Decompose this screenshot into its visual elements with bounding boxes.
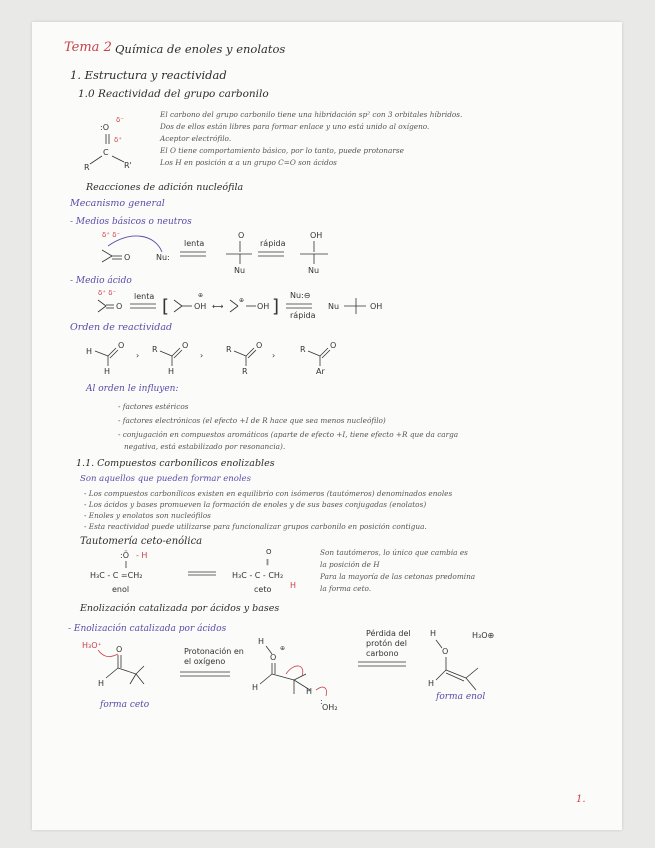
svg-text:OH: OH — [310, 231, 323, 240]
acido-label: - Medio ácido — [70, 276, 132, 286]
svg-text:›: › — [200, 351, 204, 360]
svg-text:R: R — [300, 345, 306, 354]
svg-text:O: O — [270, 653, 277, 662]
svg-text:Nu: Nu — [328, 302, 340, 311]
svg-text:H₃C - C =CH₂: H₃C - C =CH₂ — [90, 571, 143, 580]
section-heading-1: 1. Estructura y reactividad — [70, 68, 227, 82]
taut-note: la forma ceto. — [320, 584, 372, 593]
svg-text:Nu: Nu — [234, 266, 246, 275]
forma-enol-label: forma enol — [436, 692, 486, 702]
perdida-label-3: carbono — [366, 649, 399, 658]
svg-text:[: [ — [162, 296, 170, 317]
note-line: Dos de ellos están libres para formar enlace y uno está unido al oxígeno. — [160, 122, 430, 131]
svg-text:O: O — [118, 341, 125, 350]
svg-text:H: H — [104, 367, 111, 376]
svg-text:rápida: rápida — [290, 311, 316, 320]
factor-item: - conjugación en compuestos aromáticos (aparte de efecto +I, tiene efecto +R que da carga — [118, 430, 459, 439]
ceto-label: ceto — [254, 585, 272, 594]
svg-text:H₃O⊕: H₃O⊕ — [472, 631, 495, 640]
page-title: Química de enoles y enolatos — [115, 42, 286, 56]
svg-text:O: O — [116, 302, 123, 311]
svg-text:R: R — [84, 163, 90, 172]
protonacion-label-2: el oxígeno — [184, 657, 226, 666]
protonacion-label-1: Protonación en — [184, 647, 244, 656]
svg-text:R: R — [242, 367, 248, 376]
page-number: 1. — [576, 794, 586, 805]
svg-text:R: R — [226, 345, 232, 354]
tautomerism-structures — [90, 548, 320, 594]
taut-note: Para la mayoría de las cetonas predomina — [320, 572, 476, 581]
svg-text:⊕: ⊕ — [280, 645, 286, 652]
svg-text:H: H — [86, 347, 93, 356]
svg-text:H₃O⁺: H₃O⁺ — [82, 641, 102, 650]
svg-text:OH: OH — [194, 302, 207, 311]
mechanism-basic — [100, 228, 340, 276]
svg-text:›: › — [136, 351, 140, 360]
svg-text:- H: - H — [136, 551, 148, 560]
acidos-label: - Enolización catalizada por ácidos — [68, 624, 227, 634]
svg-text:]: ] — [272, 296, 280, 317]
svg-text:O: O — [330, 341, 337, 350]
bullet-item: - Esta reactividad puede utilizarse para funcionalizar grupos carbonilo en posición contigua. — [84, 522, 427, 531]
svg-text:O: O — [116, 645, 123, 654]
svg-text:H: H — [168, 367, 175, 376]
perdida-label-2: protón del — [366, 639, 407, 648]
svg-text:Nu:: Nu: — [156, 253, 170, 262]
note-line: El carbono del grupo carbonilo tiene una hibridación sp² con 3 orbitales híbridos. — [160, 110, 463, 119]
svg-text::Ö: :Ö — [120, 551, 129, 560]
basico-label: - Medios básicos o neutros — [70, 217, 192, 227]
svg-text:H₃C - C - CH₂: H₃C - C - CH₂ — [232, 571, 284, 580]
svg-text:Nu:⊖: Nu:⊖ — [290, 291, 311, 300]
enolizacion-heading: Enolización catalizada por ácidos y bases — [80, 603, 280, 614]
svg-text:OH: OH — [257, 302, 270, 311]
factor-item: - factores estéricos — [118, 402, 189, 411]
svg-text:δ⁺ δ⁻: δ⁺ δ⁻ — [102, 231, 121, 239]
svg-text::: : — [320, 697, 323, 706]
svg-text:O: O — [442, 647, 449, 656]
svg-text:R: R — [152, 345, 158, 354]
svg-text:O: O — [124, 253, 131, 262]
svg-text:⊕: ⊕ — [198, 292, 204, 299]
bullet-item: - Los ácidos y bases promueven la formación de enoles y de sus bases conjugadas (enolatos) — [84, 500, 427, 509]
forma-ceto-label: forma ceto — [100, 700, 150, 710]
note-line: Los H en posición α a un grupo C=O son ácidos — [160, 158, 337, 167]
bullet-item: - Enoles y enolatos son nucleófilos — [84, 511, 211, 520]
svg-text:O: O — [256, 341, 263, 350]
svg-text:δ⁺ δ⁻: δ⁺ δ⁻ — [98, 289, 117, 297]
influyen-label: Al orden le influyen: — [86, 384, 179, 394]
lenta-label: lenta — [184, 239, 205, 248]
svg-text:H: H — [98, 679, 105, 688]
svg-text:H: H — [252, 683, 259, 692]
tema-label: Tema 2 — [64, 40, 112, 55]
svg-text:H: H — [306, 687, 313, 696]
enol-label: enol — [112, 585, 130, 594]
svg-text:H: H — [430, 629, 437, 638]
carbonyl-structure — [84, 110, 154, 170]
taut-note: la posición de H — [320, 560, 380, 569]
factor-item: - factores electrónicos (el efecto +I de R hace que sea menos nucleófilo) — [118, 416, 386, 425]
svg-text:δ⁻: δ⁻ — [116, 116, 124, 124]
svg-text:⟷: ⟷ — [212, 302, 224, 311]
note-line: Aceptor electrófilo. — [160, 134, 232, 143]
svg-text:O: O — [266, 548, 272, 556]
svg-text:OH₂: OH₂ — [322, 703, 338, 712]
reactivity-order — [86, 340, 376, 384]
perdida-label-1: Pérdida del — [366, 629, 411, 638]
svg-text:OH: OH — [370, 302, 383, 311]
svg-text:⊕: ⊕ — [239, 297, 245, 304]
svg-text:Nu: Nu — [308, 266, 320, 275]
svg-text:O: O — [182, 341, 189, 350]
svg-text:rápida: rápida — [260, 239, 286, 248]
tautomeria-heading: Tautomería ceto-enólica — [80, 536, 203, 547]
taut-note: Son tautómeros, lo único que cambia es — [320, 548, 468, 557]
svg-text:O: O — [238, 231, 245, 240]
section-subheading-1-0: 1.0 Reactividad del grupo carbonilo — [78, 88, 269, 100]
reacciones-heading: Reacciones de adición nucleófila — [86, 182, 244, 193]
svg-text:H: H — [290, 581, 297, 590]
svg-text:R': R' — [124, 161, 132, 170]
factor-item: negativa, está estabilizado por resonancia). — [124, 442, 286, 451]
orden-heading: Orden de reactividad — [70, 322, 173, 333]
svg-text:H: H — [258, 637, 265, 646]
svg-text:›: › — [272, 351, 276, 360]
section-intro: Son aquellos que pueden formar enoles — [80, 474, 251, 484]
note-line: El O tiene comportamiento básico, por lo tanto, puede protonarse — [160, 146, 404, 155]
svg-text:Ar: Ar — [316, 367, 325, 376]
svg-text:δ⁺: δ⁺ — [114, 136, 122, 144]
svg-text:lenta: lenta — [134, 292, 155, 301]
section-heading-1-1: 1.1. Compuestos carbonílicos enolizables — [76, 458, 275, 469]
bullet-item: - Los compuestos carbonílicos existen en equilibrio con isómeros (tautómeros) denominados enoles — [84, 489, 453, 498]
mechanism-acid — [96, 288, 406, 318]
svg-text:C: C — [103, 148, 109, 157]
svg-text:‖: ‖ — [266, 559, 269, 566]
mecanismo-heading: Mecanismo general — [70, 198, 165, 209]
svg-text:H: H — [428, 679, 435, 688]
svg-text::O: :O — [100, 123, 109, 132]
